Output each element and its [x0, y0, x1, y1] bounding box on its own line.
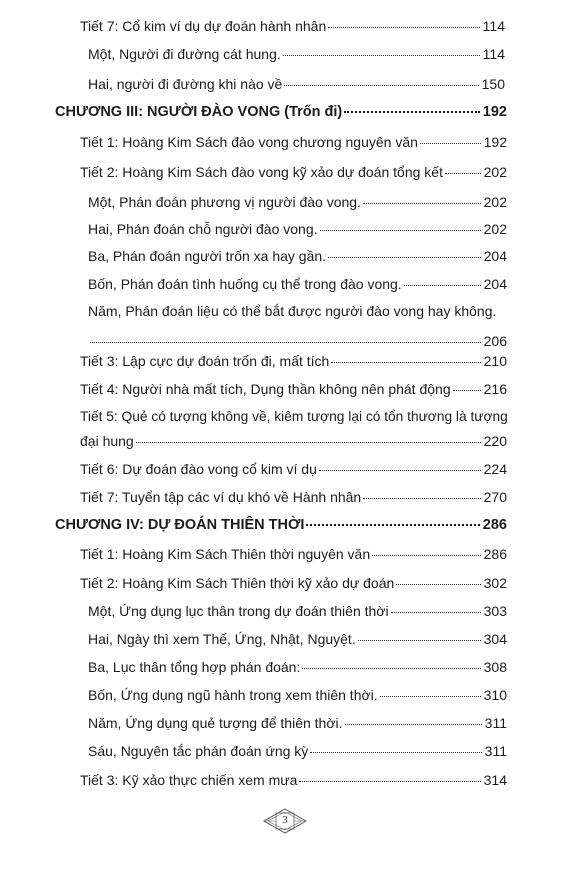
toc-page-number: 314	[483, 772, 507, 788]
toc-entry-title: CHƯƠNG IV: DỰ ĐOÁN THIÊN THỜI	[55, 517, 305, 533]
page-footer-ornament	[263, 808, 307, 834]
toc-entry-title: Tiết 1: Hoàng Kim Sách Thiên thời nguyên văn	[80, 546, 371, 562]
dot-leader	[372, 554, 481, 556]
toc-page-number: 150	[481, 76, 505, 92]
dot-leader	[445, 172, 481, 174]
toc-entry-title: Năm, Phán đoán liệu có thể bắt được người đào vong hay không.	[88, 303, 497, 319]
dot-leader	[420, 142, 481, 144]
dot-leader	[310, 751, 481, 753]
toc-entry-title: Tiết 6: Dự đoán đào vong cổ kim ví dụ	[80, 461, 317, 477]
toc-page-number: 204	[483, 276, 507, 292]
toc-entry-title: Tiết 5: Quẻ có tượng không về, kiêm tượng lại có tổn thương là tượng	[80, 409, 508, 424]
dot-leader	[302, 667, 480, 669]
toc-entry-title: Tiết 2: Hoàng Kim Sách Thiên thời kỹ xảo dự đoán	[80, 575, 395, 591]
dot-leader	[328, 26, 479, 28]
dot-leader	[344, 110, 480, 113]
toc-entry-title: Một, Người đi đường cát hung.	[88, 46, 281, 62]
toc-page-number: 192	[482, 104, 507, 120]
toc-entry-title: Ba, Lục thân tổng hợp phán đoán:	[88, 659, 301, 675]
toc-entry-title: Hai, người đi đường khi nào về	[88, 76, 283, 92]
dot-leader	[306, 523, 479, 526]
toc-page-number: 302	[483, 575, 507, 591]
toc-page-number: 303	[483, 603, 507, 619]
dot-leader	[358, 639, 481, 641]
toc-page-number: 308	[483, 659, 507, 675]
toc-page-number: 202	[483, 164, 507, 180]
toc-page-number: 286	[482, 517, 507, 533]
dot-leader	[90, 341, 481, 343]
toc-entry-title: Năm, Ứng dụng quẻ tượng để thiên thời.	[88, 715, 343, 731]
dot-leader	[328, 256, 481, 258]
toc-entry-title: Tiết 4: Người nhà mất tích, Dụng thần không nên phát động	[80, 381, 451, 397]
toc-page-number: 114	[482, 46, 505, 62]
toc-page-number: 206	[483, 333, 507, 349]
toc-page-number: 224	[483, 461, 507, 477]
toc-page-number: 114	[482, 18, 505, 34]
dot-leader	[136, 441, 481, 443]
dot-leader	[345, 723, 482, 725]
toc-page-number: 311	[484, 743, 507, 759]
page-number: 3	[282, 814, 288, 826]
toc-entry-title: Ba, Phán đoán người trốn xa hay gần.	[88, 248, 327, 264]
toc-page-number: 270	[483, 489, 507, 505]
dot-leader	[284, 84, 478, 86]
toc-entry-title: Tiết 3: Lập cực dự đoán trốn đi, mất tích	[80, 353, 330, 369]
dot-leader	[453, 389, 481, 391]
toc-entry-title: Hai, Ngày thì xem Thế, Ứng, Nhật, Nguyệt.	[88, 631, 356, 647]
toc-page-number: 311	[484, 715, 507, 731]
dot-leader	[363, 202, 481, 204]
toc-page-number: 210	[483, 353, 507, 369]
toc-page-number: 286	[483, 546, 507, 562]
toc-page-number: 204	[483, 248, 507, 264]
dot-leader	[363, 497, 480, 499]
toc-entry-title: Tiết 7: Tuyển tập các ví dụ khó về Hành nhân	[80, 489, 362, 505]
dot-leader	[404, 284, 481, 286]
dot-leader	[391, 611, 481, 613]
toc-entry-title: Bốn, Ứng dụng ngũ hành trong xem thiên thời.	[88, 687, 378, 703]
dot-leader	[299, 780, 480, 782]
toc-entry-title-continued: đại hung	[80, 433, 134, 449]
toc-entry-title: Tiết 2: Hoàng Kim Sách đào vong kỹ xảo dự đoán tổng kết	[80, 164, 443, 180]
toc-entry-title: Tiết 7: Cổ kim ví dụ dự đoán hành nhân	[80, 18, 327, 34]
toc-page-number: 304	[483, 631, 507, 647]
toc-page-number: 202	[483, 221, 507, 237]
toc-page-number: 310	[483, 687, 507, 703]
toc-entry-title: Tiết 3: Kỹ xảo thực chiến xem mưa	[80, 772, 298, 788]
dot-leader	[319, 469, 481, 471]
toc-entry-title: Sáu, Nguyên tắc phán đoán ứng kỳ	[88, 743, 309, 759]
dot-leader	[396, 583, 480, 585]
toc-page-number: 192	[483, 134, 507, 150]
toc-entry-title: Hai, Phán đoán chỗ người đào vong.	[88, 221, 318, 237]
dot-leader	[283, 54, 480, 56]
toc-entry-title: Một, Phán đoán phương vị người đào vong.	[88, 194, 361, 210]
toc-entry-title: Một, Ứng dụng lục thân trong dự đoán thiên thời	[88, 603, 389, 619]
toc-page-number: 216	[483, 381, 507, 397]
toc-entry-title: Tiết 1: Hoàng Kim Sách đào vong chương nguyên văn	[80, 134, 418, 150]
toc-page-number: 220	[483, 433, 507, 449]
dot-leader	[380, 695, 481, 697]
toc-page-number: 202	[483, 194, 507, 210]
dot-leader	[331, 361, 480, 363]
toc-entry-title: Bốn, Phán đoán tình huống cụ thể trong đào vong.	[88, 276, 402, 292]
toc-entry-title: CHƯƠNG III: NGƯỜI ĐÀO VONG (Trốn đi)	[55, 104, 343, 120]
dot-leader	[320, 229, 481, 231]
